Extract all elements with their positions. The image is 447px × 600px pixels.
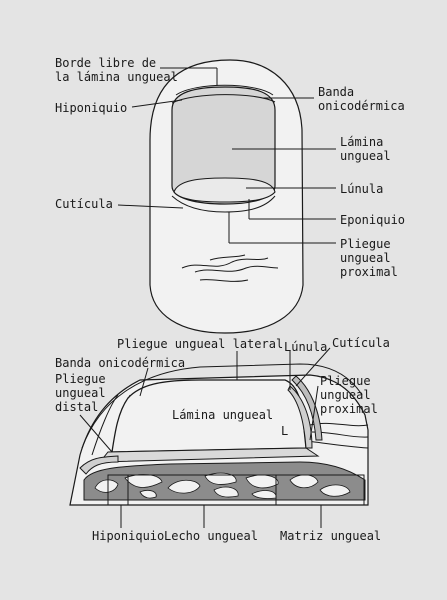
label-banda-2: onicodérmica — [318, 99, 405, 113]
label-banda-1: Banda — [318, 85, 355, 99]
label-borde-libre-1: Borde libre de — [55, 56, 157, 70]
label-borde-libre-2: la lámina ungueal — [55, 70, 178, 84]
label-cuticula: Cutícula — [55, 197, 113, 211]
label-lamina-1: Lámina — [340, 135, 384, 149]
label-lamina-side: Lámina ungueal — [172, 408, 274, 422]
label-matriz: Matriz ungueal — [280, 529, 382, 543]
label-pliegue-1: Pliegue — [340, 237, 391, 251]
label-pliegue-lateral: Pliegue ungueal lateral — [117, 337, 284, 351]
label-lunula: Lúnula — [340, 182, 384, 196]
label-distal-3: distal — [55, 400, 99, 414]
label-proximal-3: proximal — [320, 402, 378, 416]
label-pliegue-2: ungueal — [340, 251, 391, 265]
label-lecho: Lecho ungueal — [164, 529, 258, 543]
label-eponiquio: Eponiquio — [340, 213, 406, 227]
label-lamina-2: ungueal — [340, 149, 391, 163]
side-view — [55, 336, 390, 543]
label-distal-2: ungueal — [55, 386, 106, 400]
label-distal-1: Pliegue — [55, 372, 106, 386]
label-hiponiquio-side: Hiponiquio — [92, 529, 165, 543]
label-proximal-2: ungueal — [320, 388, 371, 402]
label-lunula-side: Lúnula — [284, 340, 328, 354]
label-hiponiquio: Hiponiquio — [55, 101, 128, 115]
label-pliegue-3: proximal — [340, 265, 398, 279]
top-view — [55, 56, 405, 333]
label-lunula-letter: L — [281, 424, 289, 438]
label-banda-side: Banda onicodérmica — [55, 356, 186, 370]
label-proximal-1: Pliegue — [320, 374, 371, 388]
lunula — [174, 178, 275, 202]
label-cuticula-side: Cutícula — [332, 336, 390, 350]
